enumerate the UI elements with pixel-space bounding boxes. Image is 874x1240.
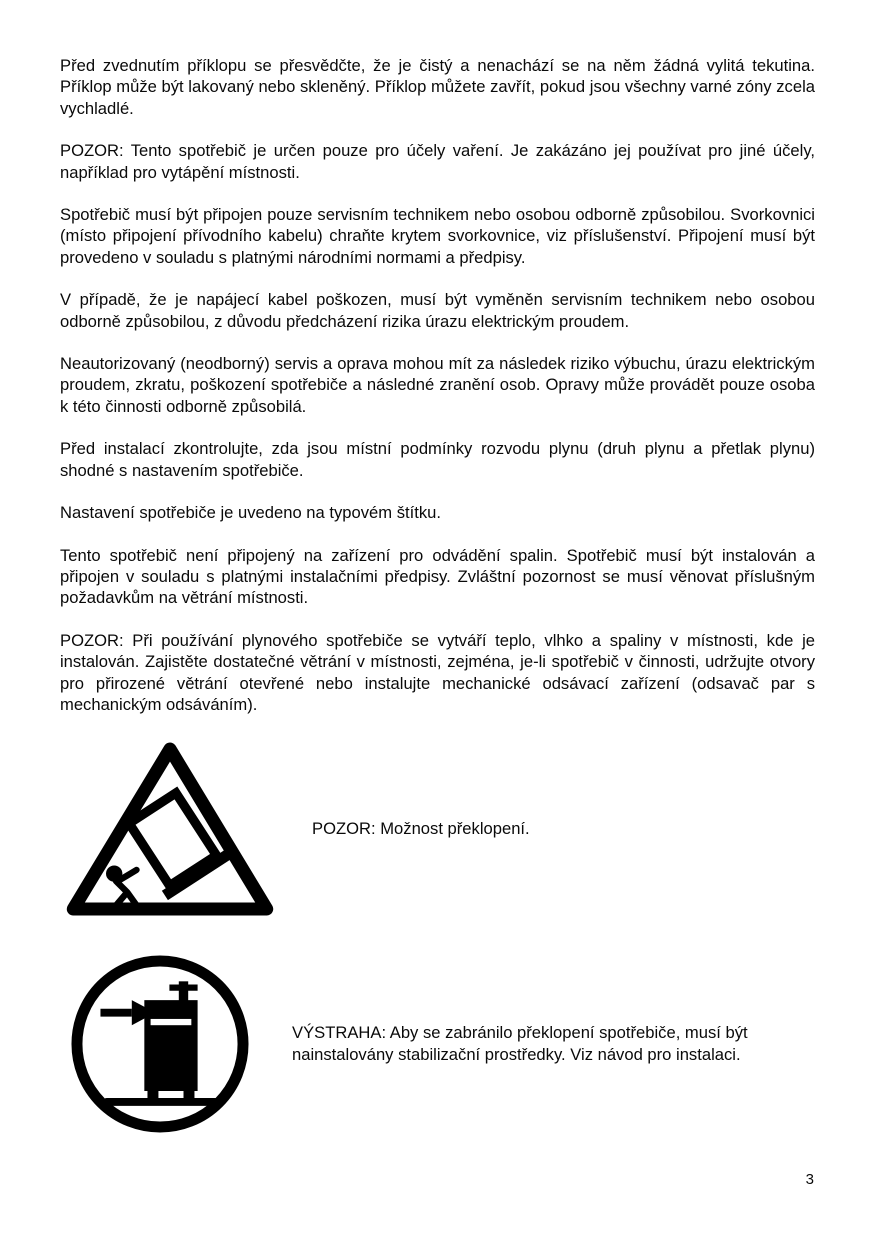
paragraph: Spotřebič musí být připojen pouze servisním technikem nebo osobou odborně způsobilou. Svorkovnici (místo připojení přívodního kabelu) chraňte krytem svorkovnice, viz příslušenství. Připojení musí být provedeno v souladu s platnými národními normami a předpisy. (60, 205, 815, 267)
warning-caption: VÝSTRAHA: Aby se zabránilo překlopení spotřebiče, musí být nainstalovány stabilizační prostředky. Viz návod pro instalaci. (292, 1023, 748, 1065)
body-text (60, 55, 815, 715)
anti-tip-circle-icon (66, 950, 254, 1138)
paragraph: V případě, že je napájecí kabel poškozen, musí být vyměněn servisním technikem nebo osobou odborně způsobilou, z důvodu předcházení rizika úrazu elektrickým proudem. (60, 290, 815, 331)
paragraph: POZOR: Tento spotřebič je určen pouze pro účely vaření. Je zakázáno jej používat pro jiné účely, například pro vytápění místnosti. (60, 141, 815, 182)
page-number: 3 (805, 1171, 814, 1188)
warning-caption: POZOR: Možnost překlopení. (312, 819, 530, 839)
paragraph: Před instalací zkontrolujte, zda jsou místní podmínky rozvodu plynu (druh plynu a přetlak plynu) shodné s nastavením spotřebiče. (60, 439, 815, 480)
paragraph: Před zvednutím příklopu se přesvědčte, že je čistý a nenachází se na něm žádná vylitá tekutina. Příklop může být lakovaný nebo skleněný. Příklop můžete zavřít, pokud jsou všechny varné zóny zcela vychladlé. (60, 56, 815, 118)
paragraph: Nastavení spotřebiče je uvedeno na typovém štítku. (60, 503, 441, 523)
warning-anti-tip (66, 950, 815, 1138)
paragraph: Tento spotřebič není připojený na zařízení pro odvádění spalin. Spotřebič musí být instalován a připojen v souladu s platnými instalačními předpisy. Zvláštní pozornost se musí věnovat příslušným požadavkům na větrání místnosti. (60, 545, 815, 608)
warning-tip-over (56, 736, 815, 922)
paragraph: POZOR: Při používání plynového spotřebiče se vytváří teplo, vlhko a spaliny v místnosti, kde je instalován. Zajistěte dostatečné větrání v místnosti, zejména, je-li spotřebič v činnosti, udržujte otvory pro přirozené větrání otevřené nebo instalujte mechanické odsávací zařízení (odsavač par s mechanickým odsáváním). (60, 630, 815, 714)
paragraph: Neautorizovaný (neodborný) servis a oprava mohou mít za následek riziko výbuchu, úrazu elektrickým proudem, zkratu, poškození spotřebiče a následné zranění osob. Opravy může provádět pouze osoba k této činnosti odborně způsobilá. (60, 354, 815, 416)
tip-over-triangle-icon (56, 736, 284, 922)
